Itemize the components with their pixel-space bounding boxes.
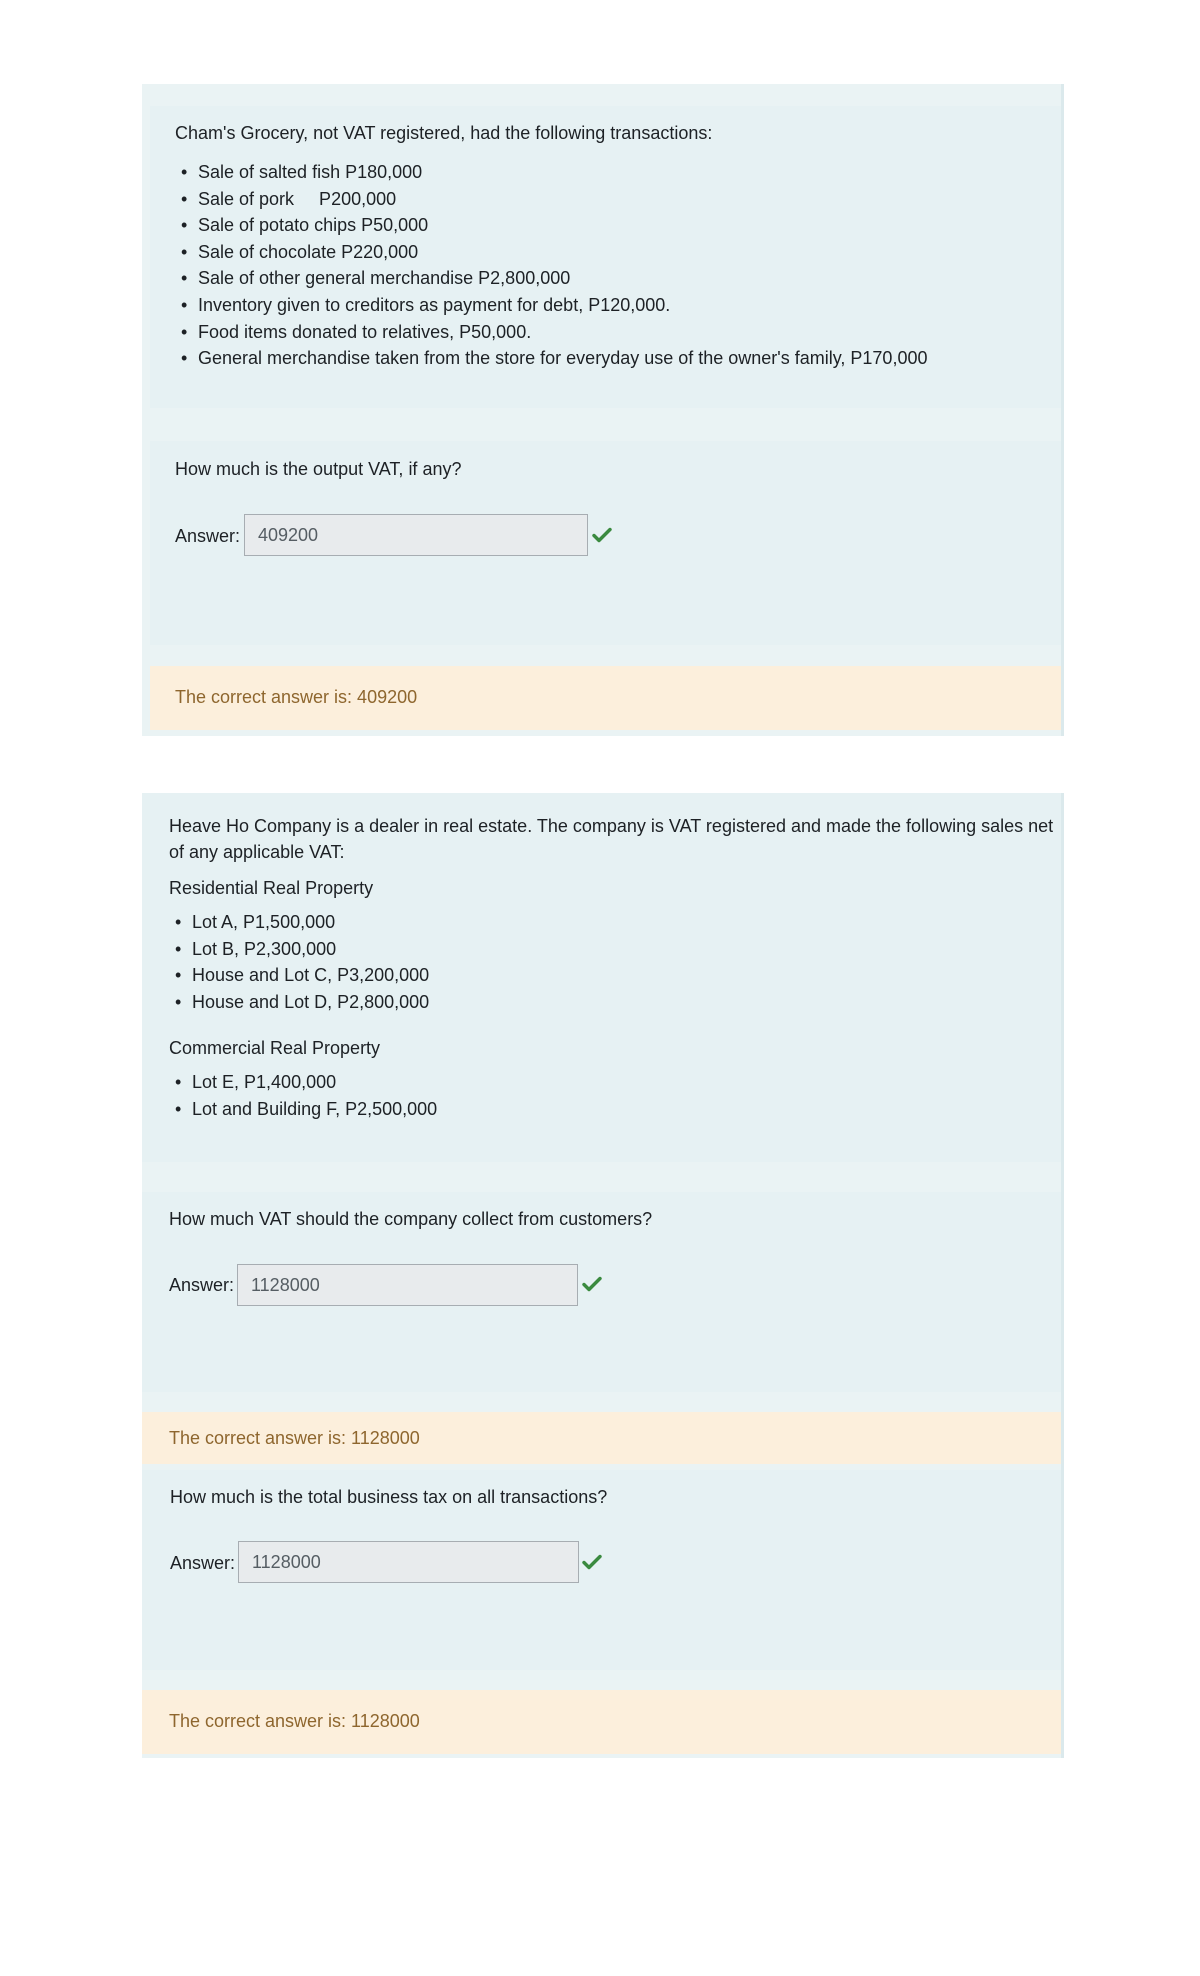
question-prompt: How much VAT should the company collect from customers? [169, 1209, 653, 1229]
subquestion-2a [142, 1192, 1061, 1392]
card-edge [1061, 84, 1064, 736]
correct-answer-text: The correct answer is: 1128000 [169, 1711, 420, 1731]
list-item: • General merchandise taken from the store for everyday use of the owner's family, P170,000 [175, 345, 927, 372]
list-item: • House and Lot D, P2,800,000 [169, 989, 429, 1016]
list-item: • Sale of salted fish P180,000 [175, 159, 927, 186]
answer-label: Answer: [170, 1553, 236, 1573]
answer-input[interactable]: 1128000 [237, 1264, 578, 1306]
list-item: • Lot A, P1,500,000 [169, 909, 429, 936]
list-item: • House and Lot C, P3,200,000 [169, 962, 429, 989]
correct-answer-text: The correct answer is: 409200 [175, 687, 418, 707]
commercial-list [169, 1069, 437, 1122]
list-item: • Lot E, P1,400,000 [169, 1069, 437, 1096]
question-card-2 [142, 793, 1064, 1758]
question-intro: Cham's Grocery, not VAT registered, had the following transactions: [175, 123, 713, 143]
list-item: • Sale of potato chips P50,000 [175, 212, 927, 239]
card-edge [1061, 793, 1064, 1758]
list-item: • Sale of other general merchandise P2,800,000 [175, 265, 927, 292]
question-intro-line: Heave Ho Company is a dealer in real estate. The company is VAT registered and made the following sales net [169, 816, 1054, 836]
list-item: • Lot B, P2,300,000 [169, 936, 429, 963]
question-prompt: How much is the total business tax on all transactions? [170, 1487, 608, 1507]
answer-input[interactable]: 409200 [244, 514, 588, 556]
transaction-list [175, 159, 927, 372]
feedback-box [150, 666, 1061, 730]
group-title-commercial: Commercial Real Property [169, 1038, 381, 1058]
correct-answer-text: The correct answer is: 1128000 [169, 1428, 420, 1448]
answer-label: Answer: [175, 526, 241, 546]
check-icon [582, 1276, 602, 1292]
answer-input[interactable]: 1128000 [238, 1541, 579, 1583]
question-prompt: How much is the output VAT, if any? [175, 459, 462, 479]
list-item: • Food items donated to relatives, P50,000. [175, 319, 927, 346]
list-item: • Lot and Building F, P2,500,000 [169, 1096, 437, 1123]
list-item: • Inventory given to creditors as payment for debt, P120,000. [175, 292, 927, 319]
question-card-1 [142, 84, 1064, 736]
question-text-2 [142, 793, 1061, 1162]
check-icon [582, 1554, 602, 1570]
subquestion-1 [150, 441, 1061, 645]
residential-list [169, 909, 429, 1015]
question-text-1 [150, 106, 1061, 408]
answer-label: Answer: [169, 1275, 235, 1295]
subquestion-2b [142, 1470, 1061, 1670]
feedback-box [142, 1412, 1061, 1464]
list-item: • Sale of chocolate P220,000 [175, 239, 927, 266]
feedback-box [142, 1690, 1061, 1754]
question-intro-line: of any applicable VAT: [169, 842, 345, 862]
group-title-residential: Residential Real Property [169, 878, 374, 898]
list-item: • Sale of pork P200,000 [175, 186, 927, 213]
check-icon [592, 527, 612, 543]
